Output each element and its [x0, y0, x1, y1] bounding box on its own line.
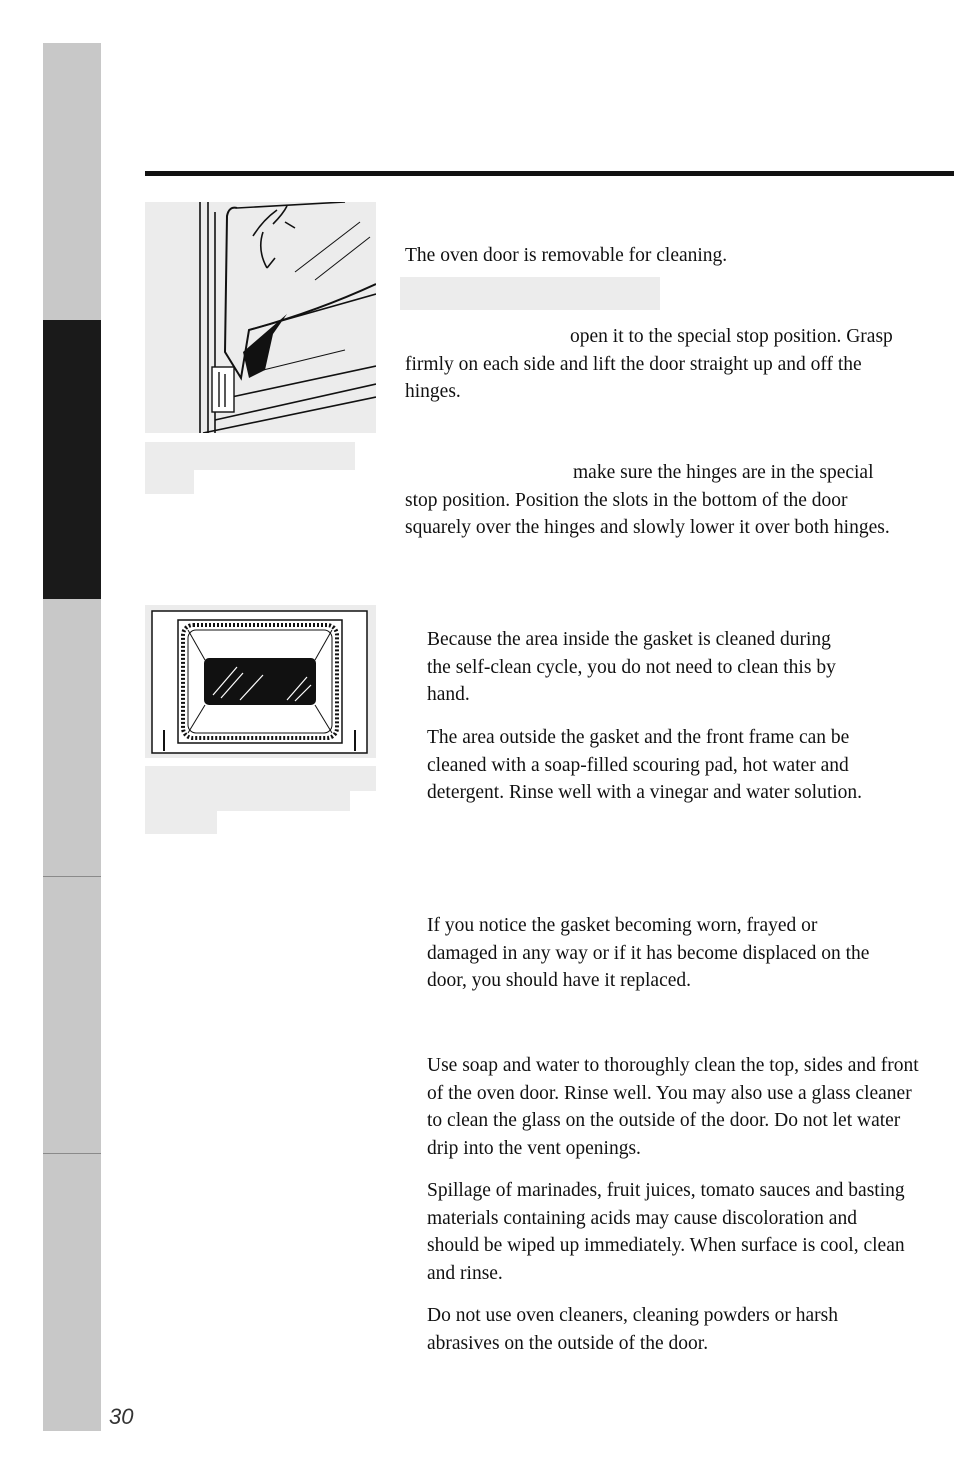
door-removal-intro: The oven door is removable for cleaning.	[405, 245, 728, 266]
figure-caption-box	[145, 791, 350, 811]
door-replace-instructions: make sure the hinges are in the special stop position. Position the slots in the bottom of the door squarely over the hinges and slowly lower it over both hinges.	[405, 462, 890, 539]
figure-caption-box	[145, 470, 194, 494]
gasket-clean-outside: The area outside the gasket and the front frame can be cleaned with a soap-filled scouring pad, hot water and detergent. Rinse well with a vinegar and water solution.	[427, 727, 863, 804]
page-number: 30	[109, 1404, 134, 1429]
outside-door-spillage: Spillage of marinades, fruit juices, tomato sauces and basting materials containing acids may cause discoloration and should be wiped up immediately. When surface is cool, clean and rinse.	[427, 1180, 905, 1285]
subheading-box	[400, 277, 660, 310]
gasket-replace-note: If you notice the gasket becoming worn, frayed or damaged in any way or if it has become displaced on the door, you should have it replaced.	[427, 915, 870, 992]
gasket-clean-inside: Because the area inside the gasket is cleaned during the self-clean cycle, you do not need to clean this by hand.	[427, 629, 836, 706]
section-tab-1	[43, 43, 101, 320]
header-rule	[145, 171, 954, 176]
figure-caption-box	[145, 766, 376, 791]
section-tab-3	[43, 599, 101, 876]
section-tab-2-active	[43, 320, 101, 599]
figure-caption-box	[145, 811, 217, 834]
section-tab-5	[43, 1154, 101, 1431]
figure-caption-box	[145, 442, 355, 470]
outside-door-warning: Do not use oven cleaners, cleaning powders or harsh abrasives on the outside of the door.	[427, 1305, 838, 1354]
oven-door-gasket-illustration	[145, 605, 376, 758]
door-remove-instructions: open it to the special stop position. Grasp firmly on each side and lift the door straight up and off the hinges.	[405, 326, 893, 403]
oven-door-lift-off-illustration	[145, 202, 376, 433]
section-tab-4	[43, 877, 101, 1153]
outside-door-cleaning: Use soap and water to thoroughly clean the top, sides and front of the oven door. Rinse well. You may also use a glass cleaner to clean the glass on the outside of the door. Do not let water drip into the vent openings.	[427, 1055, 919, 1160]
